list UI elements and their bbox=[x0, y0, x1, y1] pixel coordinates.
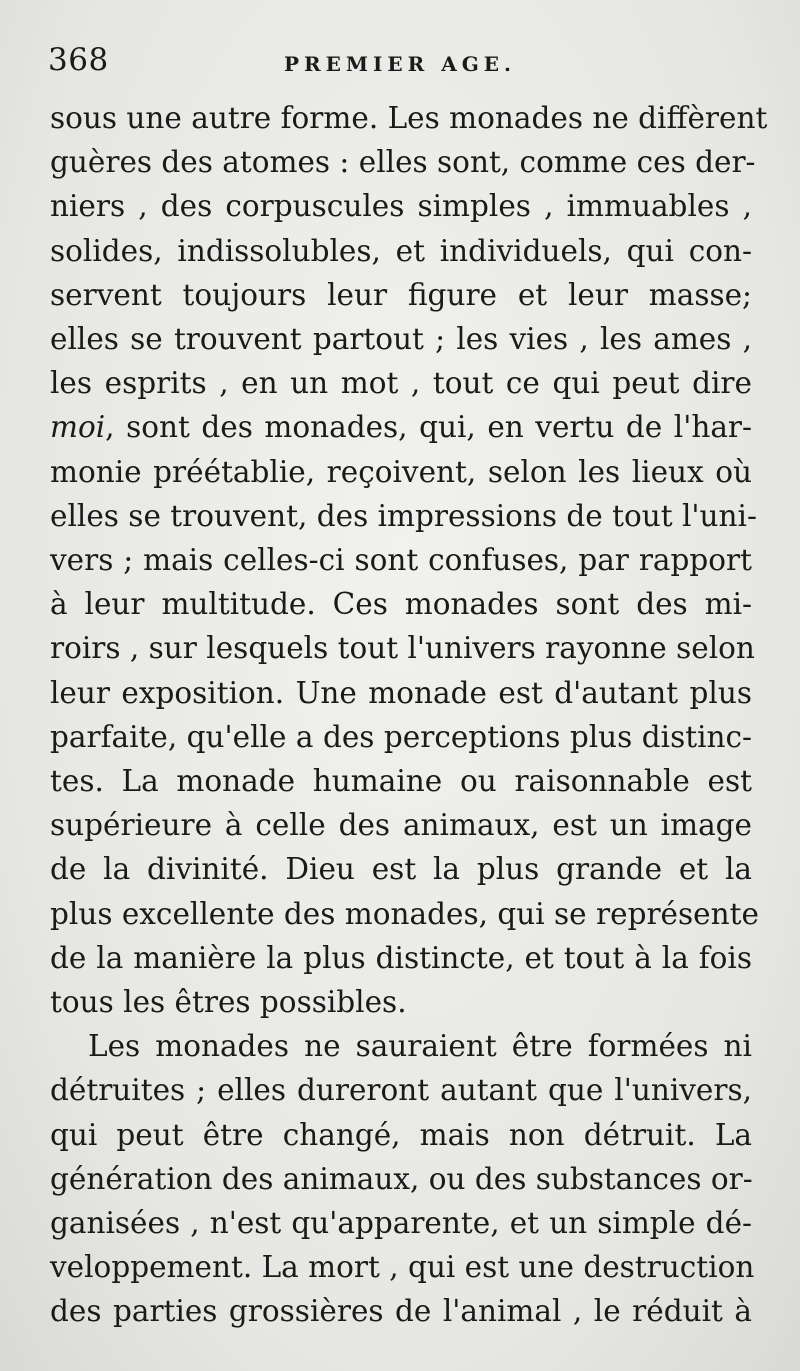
body-text bbox=[50, 96, 768, 1334]
text-line: à leur multitude. Ces monades sont des mi- bbox=[50, 587, 752, 622]
text-line: veloppement. La mort , qui est une destruction bbox=[50, 1250, 755, 1285]
page-header bbox=[48, 40, 752, 84]
text-line: ganisées , n'est qu'apparente, et un simple dé- bbox=[50, 1206, 752, 1241]
text-line: servent toujours leur figure et leur masse; bbox=[50, 277, 752, 312]
paragraph-end-line: tous les êtres possibles. bbox=[50, 985, 407, 1020]
text-line: niers , des corpuscules simples , immuables , bbox=[50, 189, 752, 224]
text-line: des parties grossières de l'animal , le réduit à bbox=[50, 1294, 752, 1329]
text-line: détruites ; elles dureront autant que l'univers, bbox=[50, 1073, 752, 1108]
text-line: génération des animaux, ou des substances or- bbox=[50, 1161, 753, 1196]
text-line: qui peut être changé, mais non détruit. La bbox=[50, 1117, 752, 1152]
text-line: leur exposition. Une monade est d'autant plus bbox=[50, 675, 752, 710]
text-line: monie préétablie, reçoivent, selon les lieux où bbox=[50, 454, 752, 489]
text-line: de la manière la plus distincte, et tout à la fois bbox=[50, 940, 752, 975]
text-line: sous une autre forme. Les monades ne diffèrent bbox=[50, 101, 768, 135]
italic-word: moi bbox=[50, 410, 106, 445]
running-title: PREMIER AGE. bbox=[283, 52, 517, 76]
text-line: elles se trouvent partout ; les vies , les ames , bbox=[50, 322, 752, 357]
text-line: elles se trouvent, des impressions de tout l'uni- bbox=[50, 498, 757, 533]
text-line: supérieure à celle des animaux, est un image bbox=[50, 808, 752, 843]
text-line: vers ; mais celles-ci sont confuses, par rapport bbox=[50, 543, 752, 578]
page-number: 368 bbox=[48, 42, 109, 78]
text-line: roirs , sur lesquels tout l'univers rayonne selon bbox=[50, 631, 755, 666]
text-line: les esprits , en un mot , tout ce qui peut dire bbox=[50, 366, 752, 401]
text-line: de la divinité. Dieu est la plus grande et la bbox=[50, 852, 752, 887]
text-line-with-italic: moi, sont des monades, qui, en vertu de l'har- bbox=[50, 410, 752, 445]
text-line: plus excellente des monades, qui se représente bbox=[50, 896, 759, 931]
text-line: guères des atomes : elles sont, comme ces der- bbox=[50, 145, 756, 180]
text-line: tes. La monade humaine ou raisonnable est bbox=[50, 764, 752, 799]
text-line: parfaite, qu'elle a des perceptions plus distinc- bbox=[50, 719, 752, 754]
text-line: solides, indissolubles, et individuels, qui con- bbox=[50, 233, 752, 268]
paragraph-start-line: Les monades ne sauraient être formées ni bbox=[88, 1029, 752, 1064]
